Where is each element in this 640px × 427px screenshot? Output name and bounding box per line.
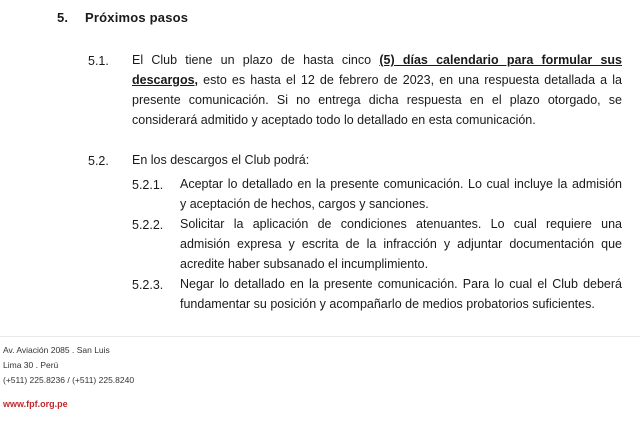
website-link[interactable]: www.fpf.org.pe — [3, 399, 68, 409]
item-5-1-text: El Club tiene un plazo de hasta cinco — [132, 53, 380, 67]
section-title: Próximos pasos — [85, 10, 189, 25]
subitem-paragraph — [180, 174, 622, 214]
item-5-1-line — [132, 50, 622, 70]
deadline-emphasis: (5) días calendario para formular sus — [379, 53, 622, 67]
subitem-line: Solicitar la aplicación de condiciones atenuantes. Lo cual requiere una — [180, 217, 622, 231]
subitem-line: admisión expresa y escrita de la infracción y adjuntar documentación que — [180, 237, 622, 251]
address-line-1: Av. Aviación 2085 . San Luis — [3, 345, 110, 355]
phone-numbers: (+511) 225.8236 / (+511) 225.8240 — [3, 375, 135, 385]
item-5-1-line — [132, 70, 622, 90]
item-5-2-intro-text: En los descargos el Club podrá: — [132, 153, 310, 167]
item-5-2-intro — [132, 150, 309, 170]
item-5-1-line: considerará admitido y aceptado todo lo detallado en esta comunicación. — [132, 113, 536, 127]
address-line-2: Lima 30 . Perú — [3, 360, 59, 370]
subitem-number: 5.2.2. — [132, 218, 164, 232]
subitem-paragraph — [180, 214, 622, 274]
subitem-line: y aceptación de hechos, cargos y sanciones. — [180, 197, 429, 211]
footer-address — [3, 343, 134, 388]
item-5-1-paragraph — [132, 50, 622, 130]
divider — [0, 336, 640, 337]
subitem-line: fundamentar su posición y acompañarlo de medios probatorios suficientes. — [180, 297, 595, 311]
subitem-line: Aceptar lo detallado en la presente comunicación. Lo cual incluye la admisión — [180, 177, 622, 191]
subitem-line: Negar lo detallado en la presente comunicación. Para lo cual el Club deberá — [180, 277, 622, 291]
item-5-1-text: esto es hasta el 12 de febrero de 2023, en una respuesta detallada a la — [198, 73, 622, 87]
section-number: 5. — [57, 10, 69, 25]
section-heading — [57, 10, 188, 25]
deadline-emphasis: descargos, — [132, 73, 199, 87]
subitem-paragraph — [180, 274, 622, 314]
subitem-number: 5.2.3. — [132, 278, 164, 292]
item-5-2-number: 5.2. — [88, 154, 109, 168]
subitem-line: acredite haber subsanado el incumplimiento. — [180, 257, 429, 271]
item-5-1-line: presente comunicación. Si no entrega dicha respuesta en el plazo otorgado, se — [132, 93, 622, 107]
item-5-1-number: 5.1. — [88, 54, 109, 68]
subitem-number: 5.2.1. — [132, 178, 164, 192]
